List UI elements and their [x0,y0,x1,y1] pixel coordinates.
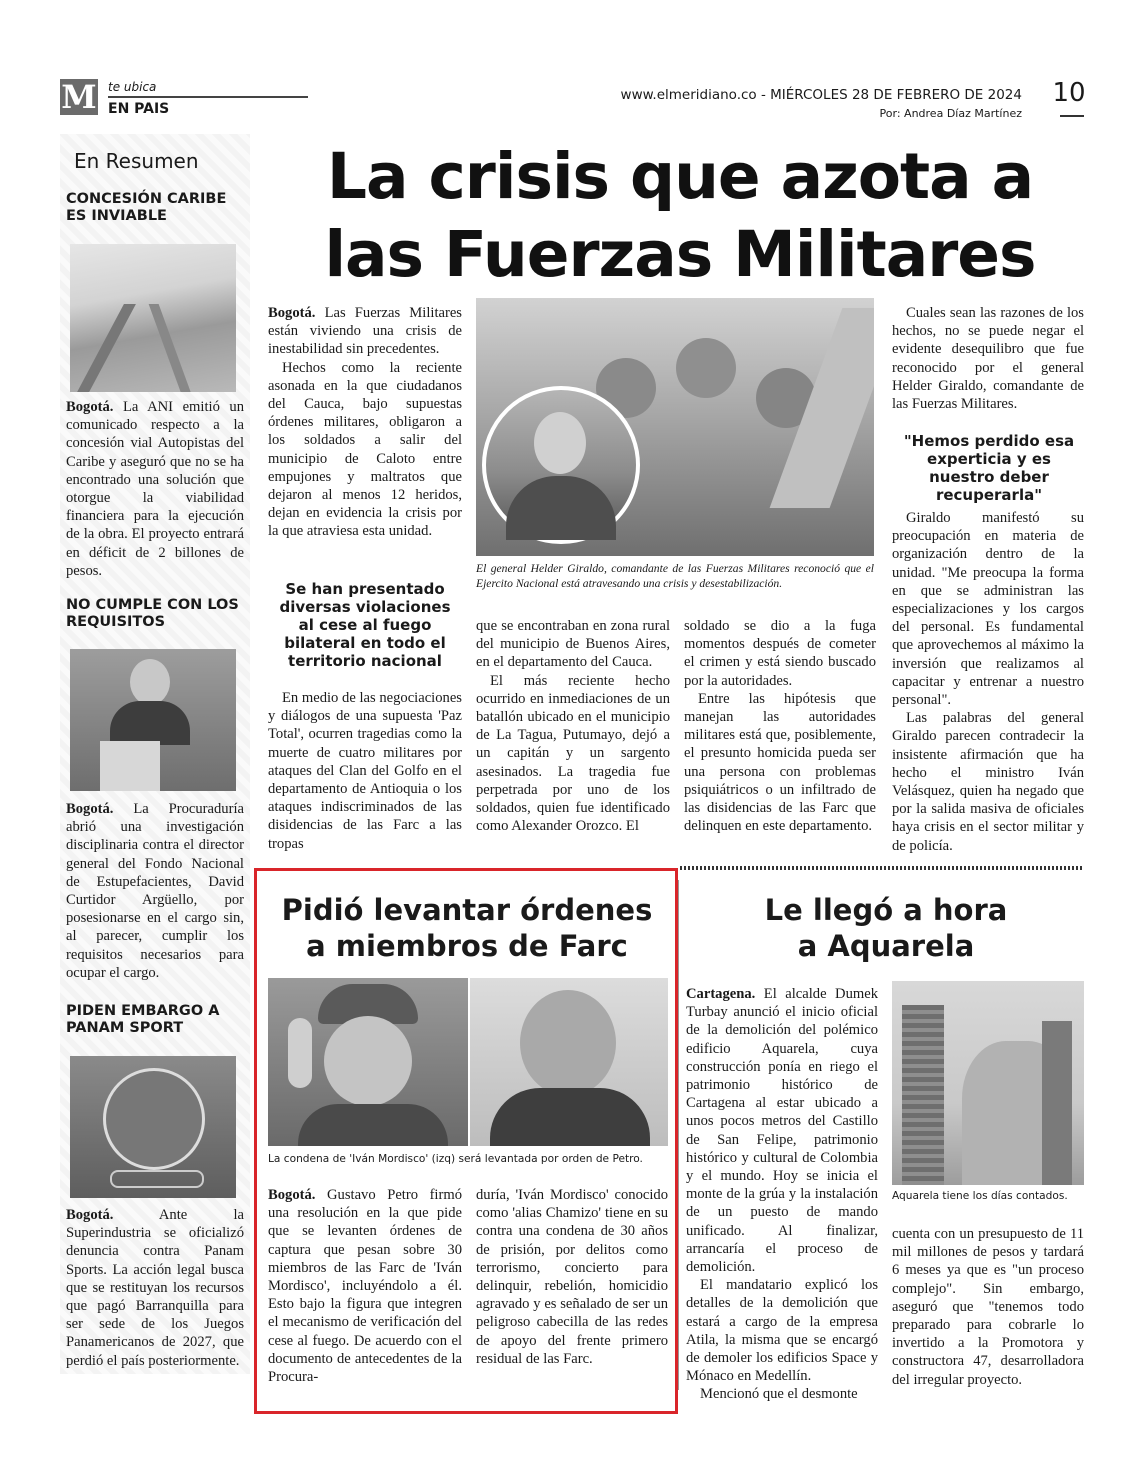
aquarela-headline: Le llegó a hora a Aquarela [764,893,1008,963]
sidebar-photo-panam [70,1056,236,1198]
page-number-rule [1060,115,1084,117]
main-col-2: que se encontraban en zona rural del municipio de Buenos Aires, en el departamento del Cauca. El más reciente hecho ocurrido en inmediaciones de un batallón ubicado en el municipio de La Tagua, Putumayo, dejó a un capitán y un sargento asesinados. La tragedia fue perpetrada por uno de los soldados, quien fue identificado como Alexander Orozco. El [476,618,670,835]
page-number: 10 [1052,78,1086,108]
sidebar-text-3: Bogotá. Ante la Superindustria se oficializó denuncia contra Panam Sports. La acción legal busca que se restituyan los recursos que pagó Barranquilla para ser sede de los Juegos Panamericanos de 2027, que perdió el país posteriormente. [66,1207,244,1369]
sidebar-photo-highway [70,244,236,392]
general-portrait-circle [482,386,640,544]
main-col-4-cont: Giraldo manifestó su preocupación en materia de organización dentro de la unidad. "Me preocupa la forma en que se administran las especializaciones y los cargos del personal. Es fundamental que aprovechemos al máximo la inversión que realizamos al capacitar y entrenar a nuestro personal". Las palabras del general Giraldo parecen contradecir la insistente afirmación que ha hecho el ministro Iván Velásquez, quien ha negado que por la salida masiva de oficiales haya crisis en el sector militar y de policía. [892,510,1084,854]
main-headline: La crisis que azota a las Fuerzas Militares [324,140,1036,291]
section-name: EN PAIS [108,101,170,117]
aquarela-photo-building [892,981,1084,1185]
main-col-1: Bogotá. Las Fuerzas Militares están viviendo una crisis de inestabilidad sin precedentes. Hechos como la reciente asonada en la que ciudadanos del Cauca, bajo supuestas órdenes militares, obligaron a los soldados a salir del municipio de Caloto entre empujones y maltratos que dejaron al menos 12 heridos, dejan en evidencia la crisis por la que atraviesa esta unidad. [268,305,462,540]
main-subhead: Se han presentado diversas violaciones al cese al fuego bilateral en todo el territorio nacional [279,580,451,670]
farc-photo-caption: La condena de 'Iván Mordisco' (izq) será levantada por orden de Petro. [268,1153,643,1165]
sidebar-headline-3: PIDEN EMBARGO A PANAM SPORT [66,1003,220,1036]
aquarela-col-2: cuenta con un presupuesto de 11 mil millones de pesos y tardará 6 meses ya que es "un proceso complejo". Sin embargo, aseguró que "tenemos todo preparado para cobrarle lo invertido a la Promotora y constructora 47, desarrolladora del irregular proyecto. [892,1226,1084,1388]
aquarela-photo-caption: Aquarela tiene los días contados. [892,1190,1068,1202]
farc-photo-petro [470,978,668,1146]
main-col-3: soldado se dio a la fuga momentos después de cometer el crimen y está siendo buscado por la autoridades. Entre las hipótesis que manejan las autoridades militares está que, posiblemente, el presunto homicida pueda ser una persona con problemas psiquiátricos o un infiltrado de las disidencias de las Farc que delinquen en este departamento. [684,618,876,835]
farc-headline: Pidió levantar órdenes a miembros de Farc [281,893,653,963]
farc-col-1: Bogotá. Gustavo Petro firmó una resolución en la que pide que se levanten órdenes de captura que pesan sobre 30 miembros de las Farc de 'Iván Mordisco', incluyéndolo a él. Esto bajo la figura que integren el mecanismo de verificación del cese al fuego. De acuerdo con el documento de antecedentes de la Procura- [268,1187,462,1386]
main-photo-soldiers [476,298,874,556]
dateline: www.elmeridiano.co - MIÉRCOLES 28 DE FEBRERO DE 2024 [620,87,1022,103]
farc-col-2: duría, 'Iván Mordisco' conocido como 'alias Chamizo' tiene en su contra una condena de 30 años de prisión, por delitos como terrorismo, concierto para delinquir, rebelión, homicidio agravado y es señalado de ser un peligroso cabecilla de las redes de apoyo del frente primero residual de las Farc. [476,1187,668,1367]
sidebar-title: En Resumen [74,149,199,173]
main-photo-caption: El general Helder Giraldo, comandante de las Fuerzas Militares reconoció que el Ejercito Nacional está atravesando una crisis y desestabilización. [476,562,874,590]
main-col-4: Cuales sean las razones de los hechos, no se puede negar el evidente desequilibro que fue reconocido por el general Helder Giraldo, comandante de las Fuerzas Militares. [892,305,1084,413]
section-kicker: te ubica [108,80,157,94]
sidebar-text-2: Bogotá. La Procuraduría abrió una investigación disciplinaria contra el director general del Fondo Nacional de Estupefacientes, David Curtidor Argüello, por posesionarse en el cargo sin, al parecer, cumplir los requisitos necesarios para ocupar el cargo. [66,801,244,981]
sidebar-photo-official [70,649,236,791]
logo: M [61,78,97,116]
sidebar-headline-1: CONCESIÓN CARIBE ES INVIABLE [66,191,227,224]
main-col-1-cont: En medio de las negociaciones y diálogos de una supuesta 'Paz Total', ocurren tragedias como la muerte de cuatro militares por ataques del Clan del Golfo en el departamento de Antioquia o los ataques indiscriminados de las disidencias de las Farc a las tropas [268,690,462,852]
section-divider [680,866,1084,870]
main-quote: "Hemos perdido esa experticia y es nuestro deber recuperarla" [903,432,1075,504]
aquarela-col-1: Cartagena. El alcalde Dumek Turbay anunció el inicio oficial de la demolición del polémico edificio Aquarela, cuya construcción ponía en riego el patrimonio histórico de Cartagena al estar ubicado a unos pocos metros del Castillo de San Felipe, patrimonio histórico y cultural de Colombia y el mundo. Hoy se inicia el monte de la grúa y la instalación de un puesto de mando unificado. Al finalizar, arrancaría el proceso de demolición. El mandatario explicó los detalles de la demolición que estará a cargo de la empresa Atila, la misma que se encargó de demoler los edificios Space y Mónaco en Medellín. Mencionó que el desmonte [686,986,878,1403]
vertical-divider [678,880,679,1390]
section-rule [108,96,308,98]
byline: Por: Andrea Díaz Martínez [879,107,1022,120]
sidebar-headline-2: NO CUMPLE CON LOS REQUISITOS [66,597,239,630]
sidebar-text-1: Bogotá. La ANI emitió un comunicado respecto a la concesión vial Autopistas del Caribe y aseguró que no se ha encontrado una solución que otorgue la viabilidad financiera para la ejecución de la obra. El proyecto entrará en déficit de 2 billones de pesos. [66,399,244,579]
farc-photo-mordisco [268,978,468,1146]
